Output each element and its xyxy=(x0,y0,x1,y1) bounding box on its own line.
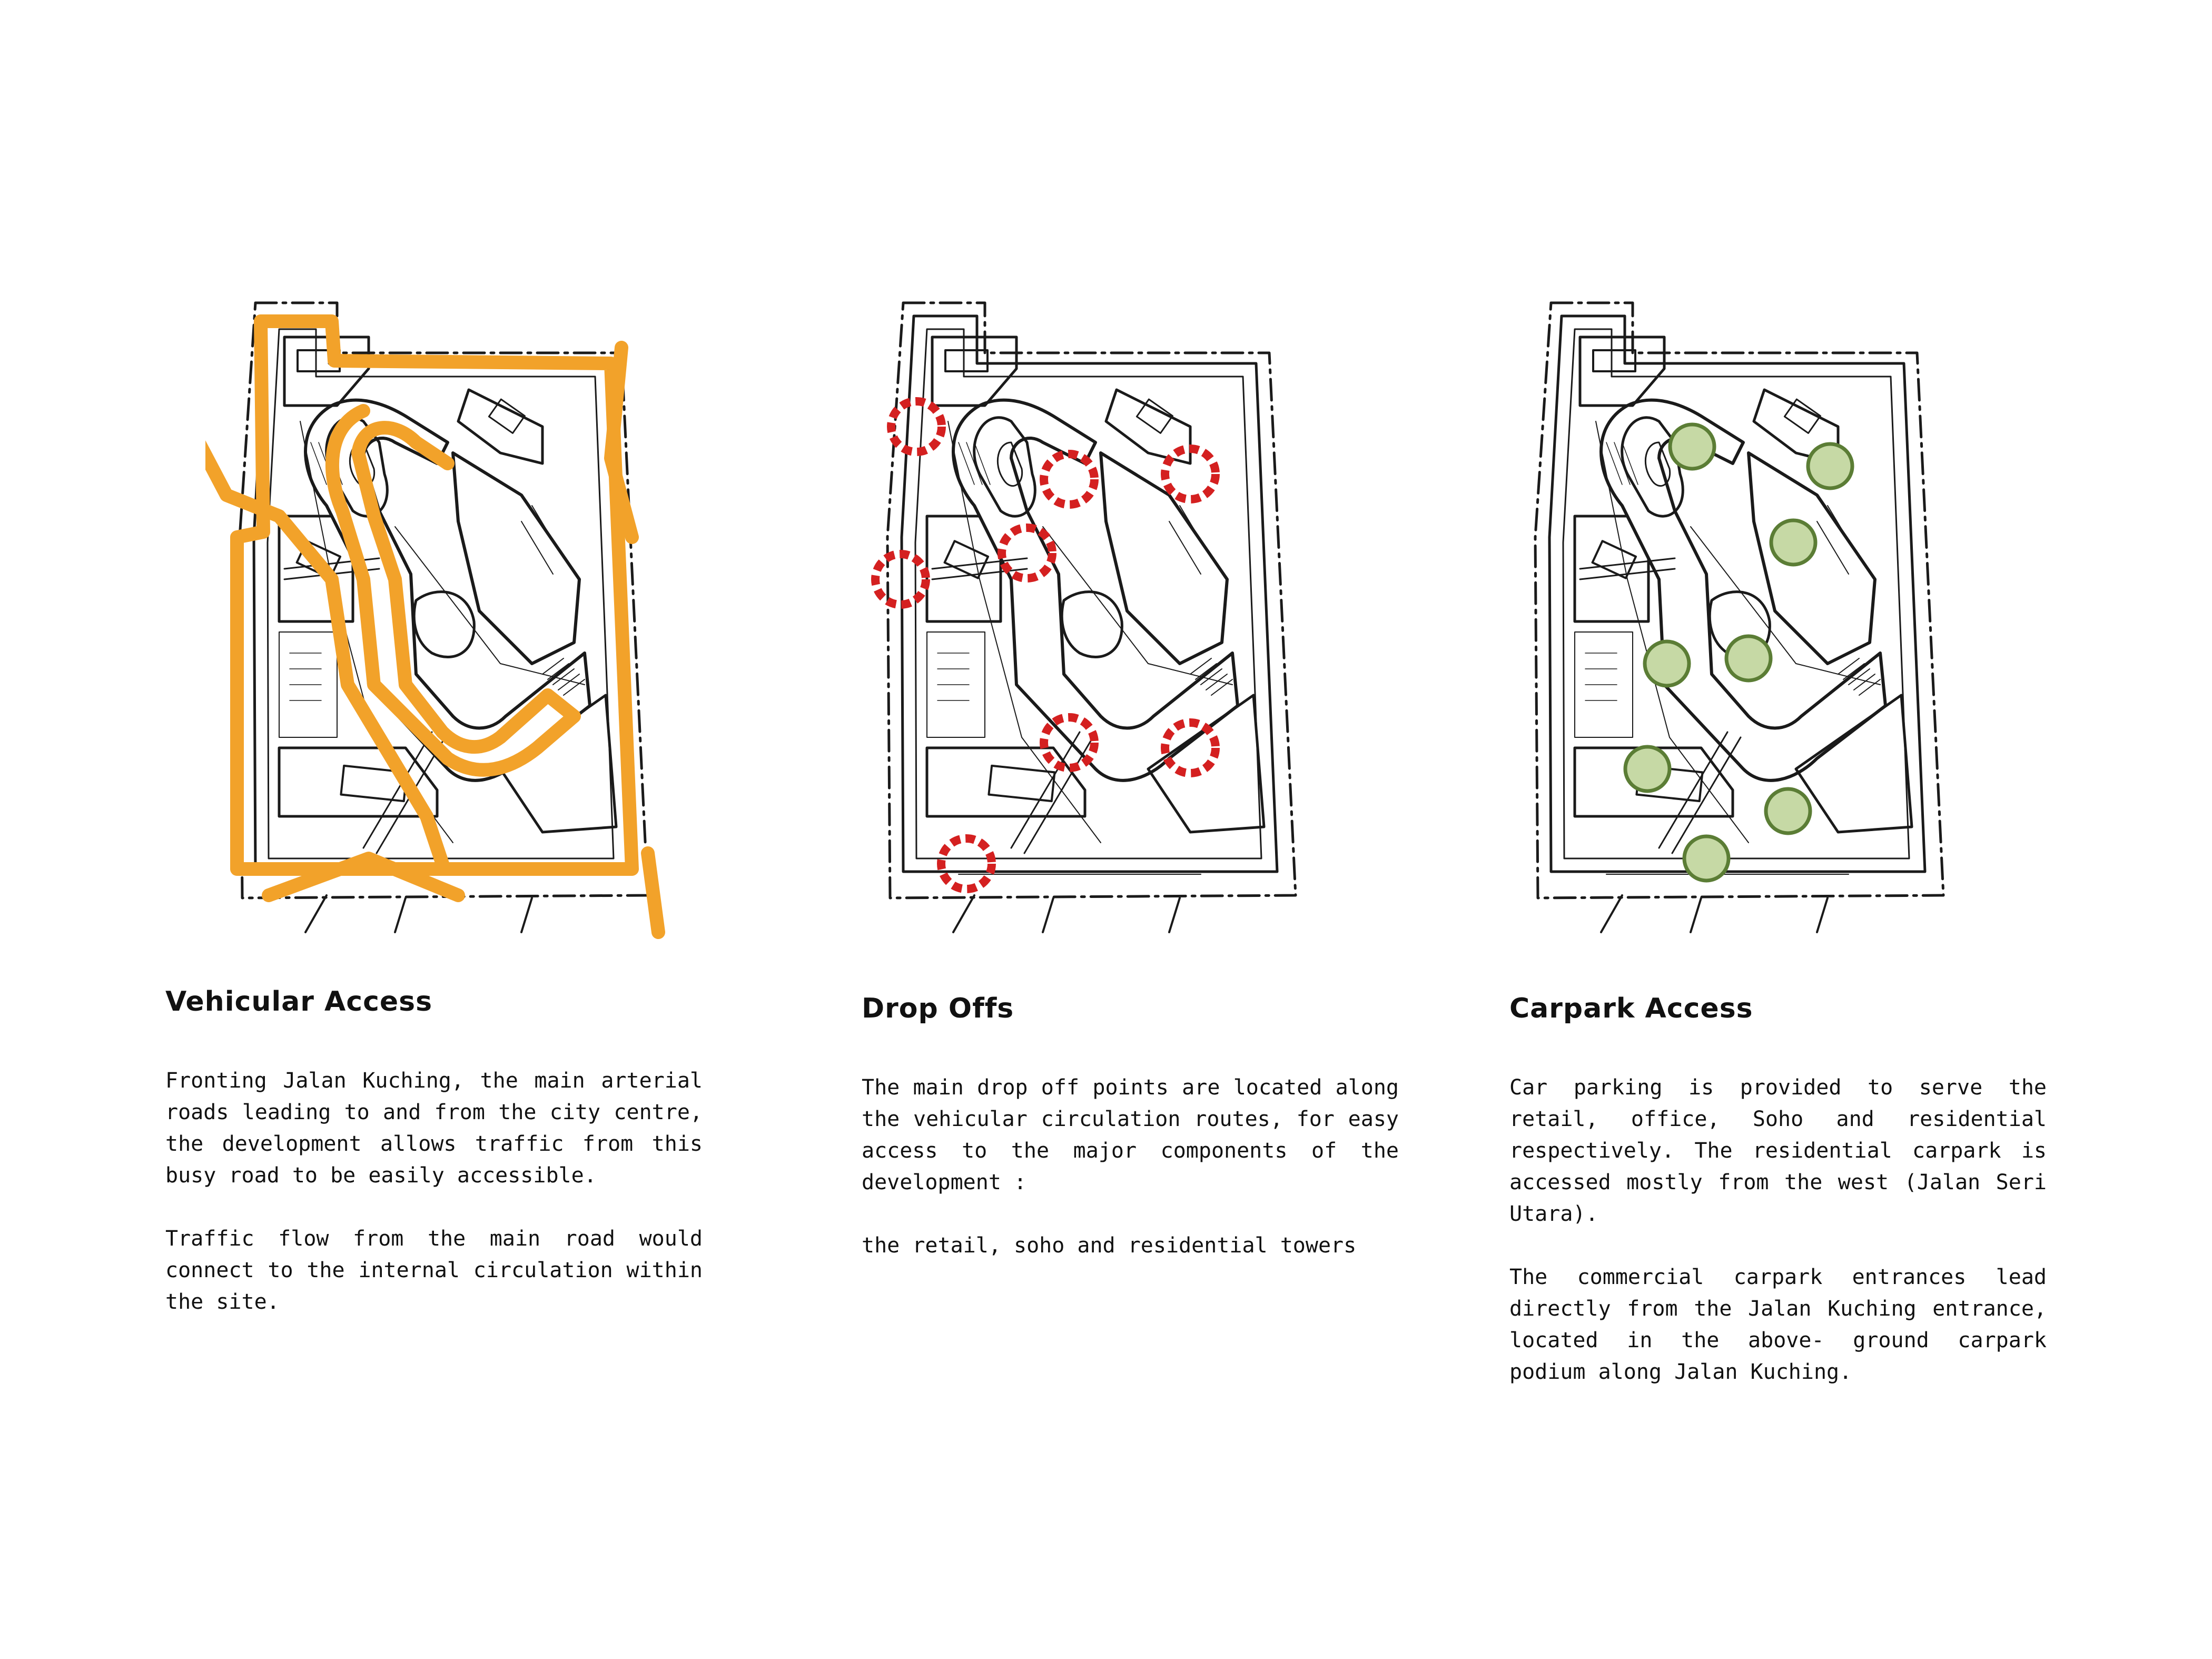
site-plan xyxy=(240,303,648,932)
drop-offs-section xyxy=(862,993,1399,1293)
paragraph: the retail, soho and residential towers xyxy=(862,1233,1357,1258)
carpark-entrance-marker xyxy=(1684,836,1729,881)
panel-title: Carpark Access xyxy=(1509,993,1753,1024)
carpark-entrance-marker xyxy=(1670,424,1714,469)
vehicular-route-lines xyxy=(205,321,658,932)
paragraph: Fronting Jalan Kuching, the main arterial roads leading to and from the city centre, the development allows traffic from this busy road to be easily accessible. xyxy=(165,1069,703,1188)
carpark-entrance-marker xyxy=(1808,444,1852,488)
panel-description xyxy=(165,1065,703,1318)
paragraph: Traffic flow from the main road would connect to the internal circulation within the site. xyxy=(165,1227,703,1314)
paragraph: Car parking is provided to serve the retail, office, Soho and residential respectively. The residential carpark is accessed mostly from the west (Jalan Seri Utara). xyxy=(1509,1075,2047,1226)
drop-offs-map xyxy=(853,284,1433,969)
carpark-access-section xyxy=(1509,993,2047,1419)
carpark-entrance-marker xyxy=(1625,747,1670,791)
drop-off-marker xyxy=(1044,454,1094,505)
site-plan xyxy=(1535,303,1943,932)
site-plan xyxy=(887,303,1296,932)
paragraph: The commercial carpark entrances lead directly from the Jalan Kuching entrance, located in the above- ground carpark podium along Jalan Kuching. xyxy=(1509,1265,2047,1384)
panel-title: Vehicular Access xyxy=(165,986,433,1018)
drop-off-marker xyxy=(1165,723,1216,773)
drop-off-marker xyxy=(1002,528,1052,578)
carpark-entrance-marker xyxy=(1645,641,1689,686)
vehicular-access-map xyxy=(205,284,785,969)
vehicular-access-section xyxy=(165,986,703,1349)
carpark-access-map xyxy=(1501,284,2080,969)
drop-off-marker xyxy=(941,838,992,889)
carpark-entrance-marker xyxy=(1771,520,1815,565)
carpark-entrance-marker xyxy=(1766,789,1810,833)
drop-off-marker xyxy=(891,401,942,452)
panel-description xyxy=(862,1072,1399,1261)
carpark-entrance-marker xyxy=(1726,636,1771,680)
paragraph: The main drop off points are located along the vehicular circulation routes, for easy access to the major components of the development : xyxy=(862,1075,1399,1194)
panel-title: Drop Offs xyxy=(862,993,1014,1024)
panel-description xyxy=(1509,1072,2047,1388)
